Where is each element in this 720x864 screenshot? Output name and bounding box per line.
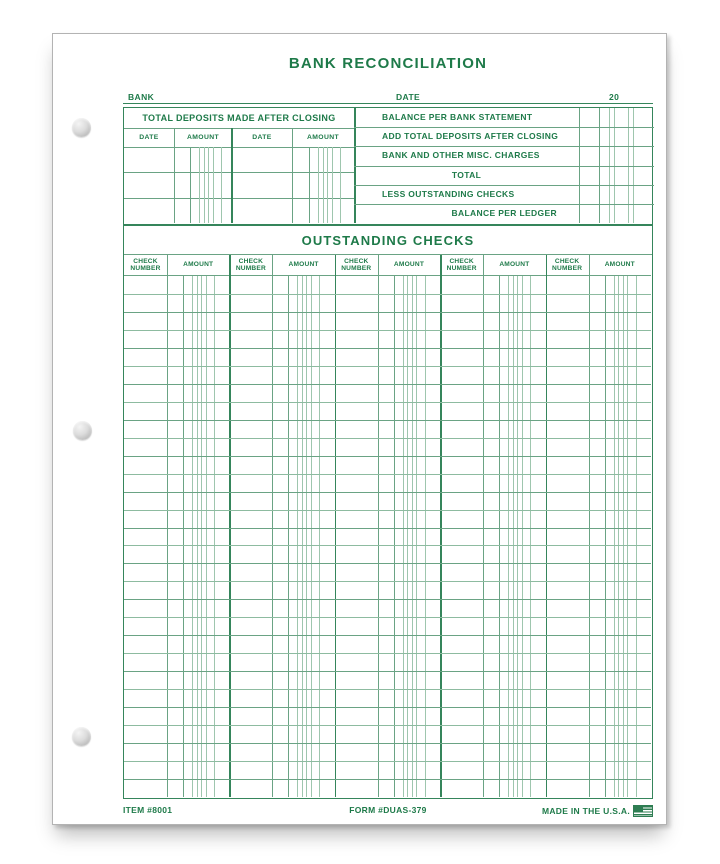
check-number-header: CHECK NUMBER	[124, 255, 167, 276]
form-number: FORM #DUAS-379	[349, 805, 427, 815]
rule-horizontal	[124, 312, 651, 313]
summary-row-label: ADD TOTAL DEPOSITS AFTER CLOSING	[382, 131, 559, 142]
rule-horizontal	[124, 420, 651, 421]
rule-vertical	[618, 276, 619, 797]
rule-horizontal	[124, 761, 651, 762]
rule-vertical	[499, 276, 500, 797]
rule-horizontal	[124, 581, 651, 582]
outstanding-checks-section	[123, 225, 653, 799]
rule-vertical	[288, 276, 289, 797]
rule-horizontal	[124, 779, 651, 780]
rule-horizontal	[124, 294, 651, 295]
amount-header: AMOUNT	[167, 255, 229, 276]
rule-horizontal	[124, 172, 354, 173]
rule-horizontal	[124, 438, 651, 439]
rule-horizontal	[124, 492, 651, 493]
rule-vertical	[174, 128, 175, 223]
rule-horizontal	[124, 653, 651, 654]
rule-vertical	[318, 147, 319, 223]
rule-horizontal	[124, 147, 354, 148]
outstanding-checks-title: OUTSTANDING CHECKS	[124, 226, 652, 255]
summary-table	[123, 107, 653, 225]
rule-vertical	[323, 147, 324, 223]
summary-row-label: BANK AND OTHER MISC. CHARGES	[382, 150, 540, 161]
form-title: BANK RECONCILIATION	[288, 55, 488, 72]
rule-vertical	[627, 276, 628, 797]
rule-horizontal	[124, 348, 651, 349]
rule-vertical	[272, 255, 273, 797]
rule-horizontal	[124, 725, 651, 726]
rule-vertical	[412, 276, 413, 797]
punch-hole-middle	[73, 421, 92, 440]
check-number-header: CHECK NUMBER	[546, 255, 589, 276]
summary-row-label: LESS OUTSTANDING CHECKS	[382, 188, 515, 199]
rule-horizontal	[124, 545, 651, 546]
summary-row-label: BALANCE PER BANK STATEMENT	[382, 112, 533, 122]
rule-vertical	[206, 276, 207, 797]
rule-horizontal	[124, 510, 651, 511]
amount-header: AMOUNT	[483, 255, 545, 276]
rule-vertical	[407, 276, 408, 797]
check-number-header: CHECK NUMBER	[440, 255, 483, 276]
rule-horizontal	[124, 743, 651, 744]
rule-vertical	[311, 276, 312, 797]
rule-vertical	[213, 147, 214, 223]
rule-vertical	[199, 147, 200, 223]
rule-horizontal	[124, 456, 651, 457]
rule-vertical	[306, 276, 307, 797]
rule-horizontal	[124, 366, 651, 367]
rule-horizontal	[124, 330, 651, 331]
rule-vertical	[605, 276, 606, 797]
rule-vertical	[309, 147, 310, 223]
rule-vertical	[197, 276, 198, 797]
rule-horizontal	[124, 707, 651, 708]
rule-vertical	[517, 276, 518, 797]
deposits-col-header: AMOUNT	[187, 134, 219, 141]
rule-horizontal	[124, 198, 354, 199]
rule-horizontal	[124, 671, 651, 672]
date-label: DATE	[396, 92, 421, 102]
check-number-header: CHECK NUMBER	[229, 255, 272, 276]
rule-horizontal	[124, 128, 354, 129]
footer-row	[123, 803, 653, 819]
rule-vertical	[530, 276, 531, 797]
rule-vertical	[522, 276, 523, 797]
rule-vertical	[327, 147, 328, 223]
amount-header: AMOUNT	[272, 255, 334, 276]
paper-sheet	[52, 33, 667, 825]
rule-vertical	[614, 276, 615, 797]
rule-vertical	[378, 255, 379, 797]
rule-horizontal	[124, 635, 651, 636]
punch-hole-top	[72, 118, 91, 137]
punch-hole-bottom	[72, 727, 91, 746]
rule-vertical	[623, 276, 624, 797]
made-in-usa-label: MADE IN THE U.S.A.	[541, 806, 630, 816]
rule-vertical	[546, 255, 548, 797]
rule-vertical	[214, 276, 215, 797]
rule-vertical	[292, 128, 293, 223]
rule-vertical	[231, 128, 233, 223]
rule-vertical	[425, 276, 426, 797]
rule-vertical	[208, 147, 209, 223]
rule-vertical	[167, 255, 168, 797]
rule-vertical	[589, 255, 590, 797]
rule-horizontal	[124, 402, 651, 403]
rule-vertical	[483, 255, 484, 797]
rule-vertical	[302, 276, 303, 797]
deposits-col-header: DATE	[252, 134, 272, 141]
rule-vertical	[192, 276, 193, 797]
rule-vertical	[183, 276, 184, 797]
rule-horizontal	[124, 384, 651, 385]
usa-flag-icon	[633, 805, 653, 817]
amount-header: AMOUNT	[378, 255, 440, 276]
rule-vertical	[229, 255, 231, 797]
rule-horizontal	[124, 617, 651, 618]
header-fields-row	[123, 86, 653, 104]
rule-vertical	[190, 147, 191, 223]
made-in-usa	[542, 805, 653, 817]
rule-vertical	[440, 255, 442, 797]
rule-vertical	[508, 276, 509, 797]
rule-horizontal	[124, 528, 651, 529]
rule-vertical	[332, 147, 333, 223]
rule-vertical	[335, 255, 337, 797]
rule-vertical	[636, 276, 637, 797]
rule-horizontal	[124, 599, 651, 600]
rule-horizontal	[124, 563, 651, 564]
rule-vertical	[204, 147, 205, 223]
summary-row-label: BALANCE PER LEDGER	[451, 207, 557, 218]
rule-vertical	[513, 276, 514, 797]
rule-vertical	[221, 147, 222, 223]
rule-vertical	[394, 276, 395, 797]
rule-vertical	[319, 276, 320, 797]
rule-vertical	[416, 276, 417, 797]
check-number-header: CHECK NUMBER	[335, 255, 378, 276]
rule-horizontal	[124, 689, 651, 690]
rule-vertical	[201, 276, 202, 797]
rule-vertical	[340, 147, 341, 223]
summary-row-label: TOTAL	[451, 169, 482, 180]
item-number: ITEM #8001	[123, 805, 173, 815]
rule-vertical	[403, 276, 404, 797]
deposits-col-header: DATE	[139, 134, 159, 141]
deposits-header: TOTAL DEPOSITS MADE AFTER CLOSING	[142, 113, 336, 123]
rule-horizontal	[124, 474, 651, 475]
deposits-col-header: AMOUNT	[307, 134, 339, 141]
amount-header: AMOUNT	[589, 255, 651, 276]
rule-vertical	[297, 276, 298, 797]
bank-label: BANK	[128, 92, 155, 102]
year-label: 20	[609, 92, 620, 102]
